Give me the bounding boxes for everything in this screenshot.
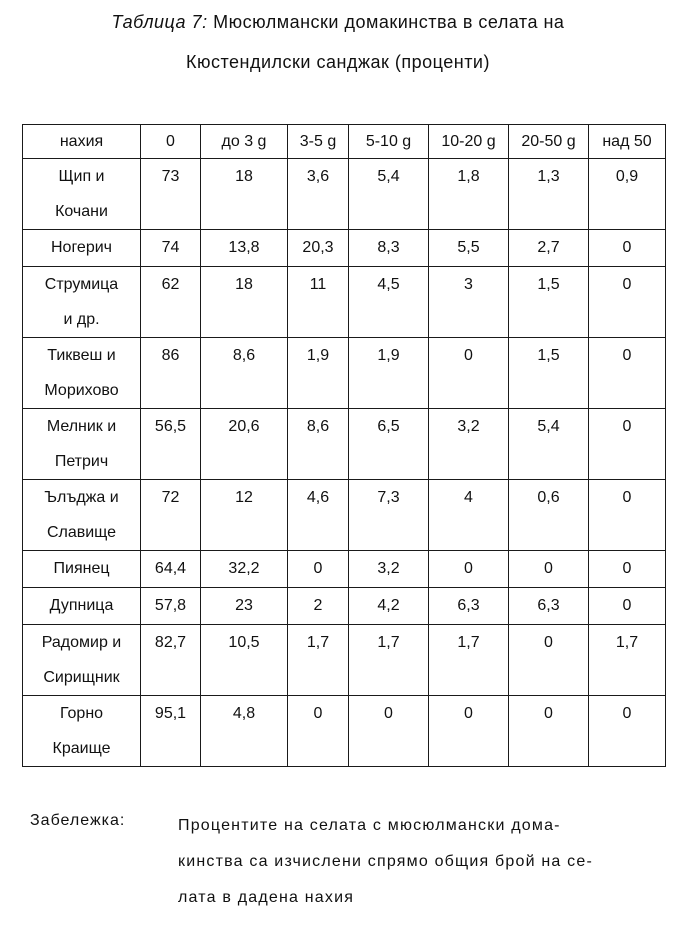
value-cell: 0 <box>288 696 349 767</box>
value-cell: 18 <box>201 267 288 338</box>
table-row <box>23 338 666 409</box>
value-cell: 0 <box>589 267 666 338</box>
nahiya-name-line: Щип и <box>58 168 105 185</box>
table-body <box>23 159 666 767</box>
value-cell: 1,7 <box>288 625 349 696</box>
nahiya-name-line: Дупница <box>49 597 114 614</box>
nahiya-name-line: Петрич <box>54 453 109 470</box>
nahiya-name-line: Тиквеш и <box>47 347 116 364</box>
value-cell: 3,6 <box>288 159 349 230</box>
column-header: нахия <box>23 125 141 159</box>
value-cell: 7,3 <box>349 480 429 551</box>
value-cell: 4,5 <box>349 267 429 338</box>
table-row <box>23 409 666 480</box>
value-cell: 0 <box>509 551 589 588</box>
value-cell: 4 <box>429 480 509 551</box>
header-row <box>23 125 666 159</box>
value-cell: 5,4 <box>349 159 429 230</box>
value-cell: 86 <box>141 338 201 409</box>
nahiya-name-line: Пиянец <box>53 560 110 577</box>
value-cell: 4,2 <box>349 588 429 625</box>
value-cell: 0 <box>429 696 509 767</box>
note-line: лата в дадена нахия <box>178 889 355 906</box>
table-title-line1: Мюсюлмански домакинства в селата на <box>213 12 565 32</box>
nahiya-name-line: Краище <box>52 740 111 757</box>
nahiya-name-cell <box>23 696 141 767</box>
value-cell: 6,5 <box>349 409 429 480</box>
value-cell: 0 <box>429 338 509 409</box>
nahiya-name-cell <box>23 159 141 230</box>
value-cell: 11 <box>288 267 349 338</box>
value-cell: 6,3 <box>429 588 509 625</box>
value-cell: 0 <box>589 696 666 767</box>
value-cell: 0,6 <box>509 480 589 551</box>
value-cell: 2 <box>288 588 349 625</box>
note-line: Процентите на селата с мюсюлмански дома- <box>178 817 561 834</box>
value-cell: 73 <box>141 159 201 230</box>
value-cell: 18 <box>201 159 288 230</box>
value-cell: 3,2 <box>349 551 429 588</box>
table-row <box>23 588 666 625</box>
nahiya-name-cell <box>23 409 141 480</box>
column-header: 0 <box>141 125 201 159</box>
value-cell: 74 <box>141 230 201 267</box>
nahiya-name-cell <box>23 230 141 267</box>
value-cell: 1,7 <box>429 625 509 696</box>
nahiya-name-line: Радомир и <box>41 634 122 651</box>
value-cell: 1,3 <box>509 159 589 230</box>
value-cell: 8,3 <box>349 230 429 267</box>
value-cell: 4,6 <box>288 480 349 551</box>
value-cell: 0 <box>589 480 666 551</box>
value-cell: 0 <box>589 551 666 588</box>
column-header: 5-10 g <box>349 125 429 159</box>
value-cell: 1,8 <box>429 159 509 230</box>
value-cell: 13,8 <box>201 230 288 267</box>
table-title-line2: Кюстендилски санджак (проценти) <box>186 52 490 72</box>
table-number-label: Таблица 7: <box>111 12 208 32</box>
value-cell: 56,5 <box>141 409 201 480</box>
value-cell: 8,6 <box>201 338 288 409</box>
value-cell: 82,7 <box>141 625 201 696</box>
nahiya-name-line: Струмица <box>44 276 119 293</box>
nahiya-name-line: Мелник и <box>46 418 117 435</box>
table-row <box>23 551 666 588</box>
nahiya-name-cell <box>23 480 141 551</box>
households-table <box>22 124 666 767</box>
value-cell: 5,4 <box>509 409 589 480</box>
table-row <box>23 159 666 230</box>
value-cell: 0 <box>288 551 349 588</box>
table-row <box>23 230 666 267</box>
value-cell: 23 <box>201 588 288 625</box>
value-cell: 62 <box>141 267 201 338</box>
column-header: до 3 g <box>201 125 288 159</box>
value-cell: 1,7 <box>349 625 429 696</box>
value-cell: 3 <box>429 267 509 338</box>
value-cell: 4,8 <box>201 696 288 767</box>
value-cell: 12 <box>201 480 288 551</box>
table-caption <box>0 12 676 33</box>
value-cell: 20,3 <box>288 230 349 267</box>
nahiya-name-cell <box>23 625 141 696</box>
column-header: 3-5 g <box>288 125 349 159</box>
value-cell: 10,5 <box>201 625 288 696</box>
nahiya-name-cell <box>23 551 141 588</box>
nahiya-name-line: Славище <box>46 524 117 541</box>
column-header: 20-50 g <box>509 125 589 159</box>
value-cell: 8,6 <box>288 409 349 480</box>
value-cell: 2,7 <box>509 230 589 267</box>
value-cell: 0 <box>589 409 666 480</box>
value-cell: 0 <box>429 551 509 588</box>
value-cell: 0 <box>589 230 666 267</box>
nahiya-name-line: Ногерич <box>50 239 112 256</box>
value-cell: 20,6 <box>201 409 288 480</box>
value-cell: 0 <box>349 696 429 767</box>
nahiya-name-cell <box>23 338 141 409</box>
value-cell: 3,2 <box>429 409 509 480</box>
value-cell: 1,5 <box>509 338 589 409</box>
table-row <box>23 267 666 338</box>
value-cell: 64,4 <box>141 551 201 588</box>
table-row <box>23 625 666 696</box>
value-cell: 72 <box>141 480 201 551</box>
nahiya-name-line: Кочани <box>55 203 108 220</box>
table-row <box>23 696 666 767</box>
note-line: кинства са изчислени спрямо общия брой на се- <box>178 853 593 870</box>
nahiya-name-line: Морихово <box>44 382 119 399</box>
value-cell: 1,7 <box>589 625 666 696</box>
value-cell: 1,9 <box>349 338 429 409</box>
nahiya-name-cell <box>23 588 141 625</box>
nahiya-name-cell <box>23 267 141 338</box>
value-cell: 57,8 <box>141 588 201 625</box>
column-header: 10-20 g <box>429 125 509 159</box>
value-cell: 1,5 <box>509 267 589 338</box>
value-cell: 0,9 <box>589 159 666 230</box>
value-cell: 0 <box>589 588 666 625</box>
table-row <box>23 480 666 551</box>
value-cell: 5,5 <box>429 230 509 267</box>
nahiya-name-line: Ълъджа и <box>44 489 119 506</box>
value-cell: 0 <box>509 696 589 767</box>
nahiya-name-line: Горно <box>59 705 104 722</box>
nahiya-name-line: и др. <box>63 311 100 328</box>
value-cell: 1,9 <box>288 338 349 409</box>
value-cell: 32,2 <box>201 551 288 588</box>
value-cell: 95,1 <box>141 696 201 767</box>
column-header: над 50 <box>589 125 666 159</box>
note-text <box>178 808 648 916</box>
note-label: Забележка: <box>30 812 126 829</box>
value-cell: 0 <box>589 338 666 409</box>
value-cell: 6,3 <box>509 588 589 625</box>
nahiya-name-line: Сирищник <box>43 669 120 686</box>
value-cell: 0 <box>509 625 589 696</box>
